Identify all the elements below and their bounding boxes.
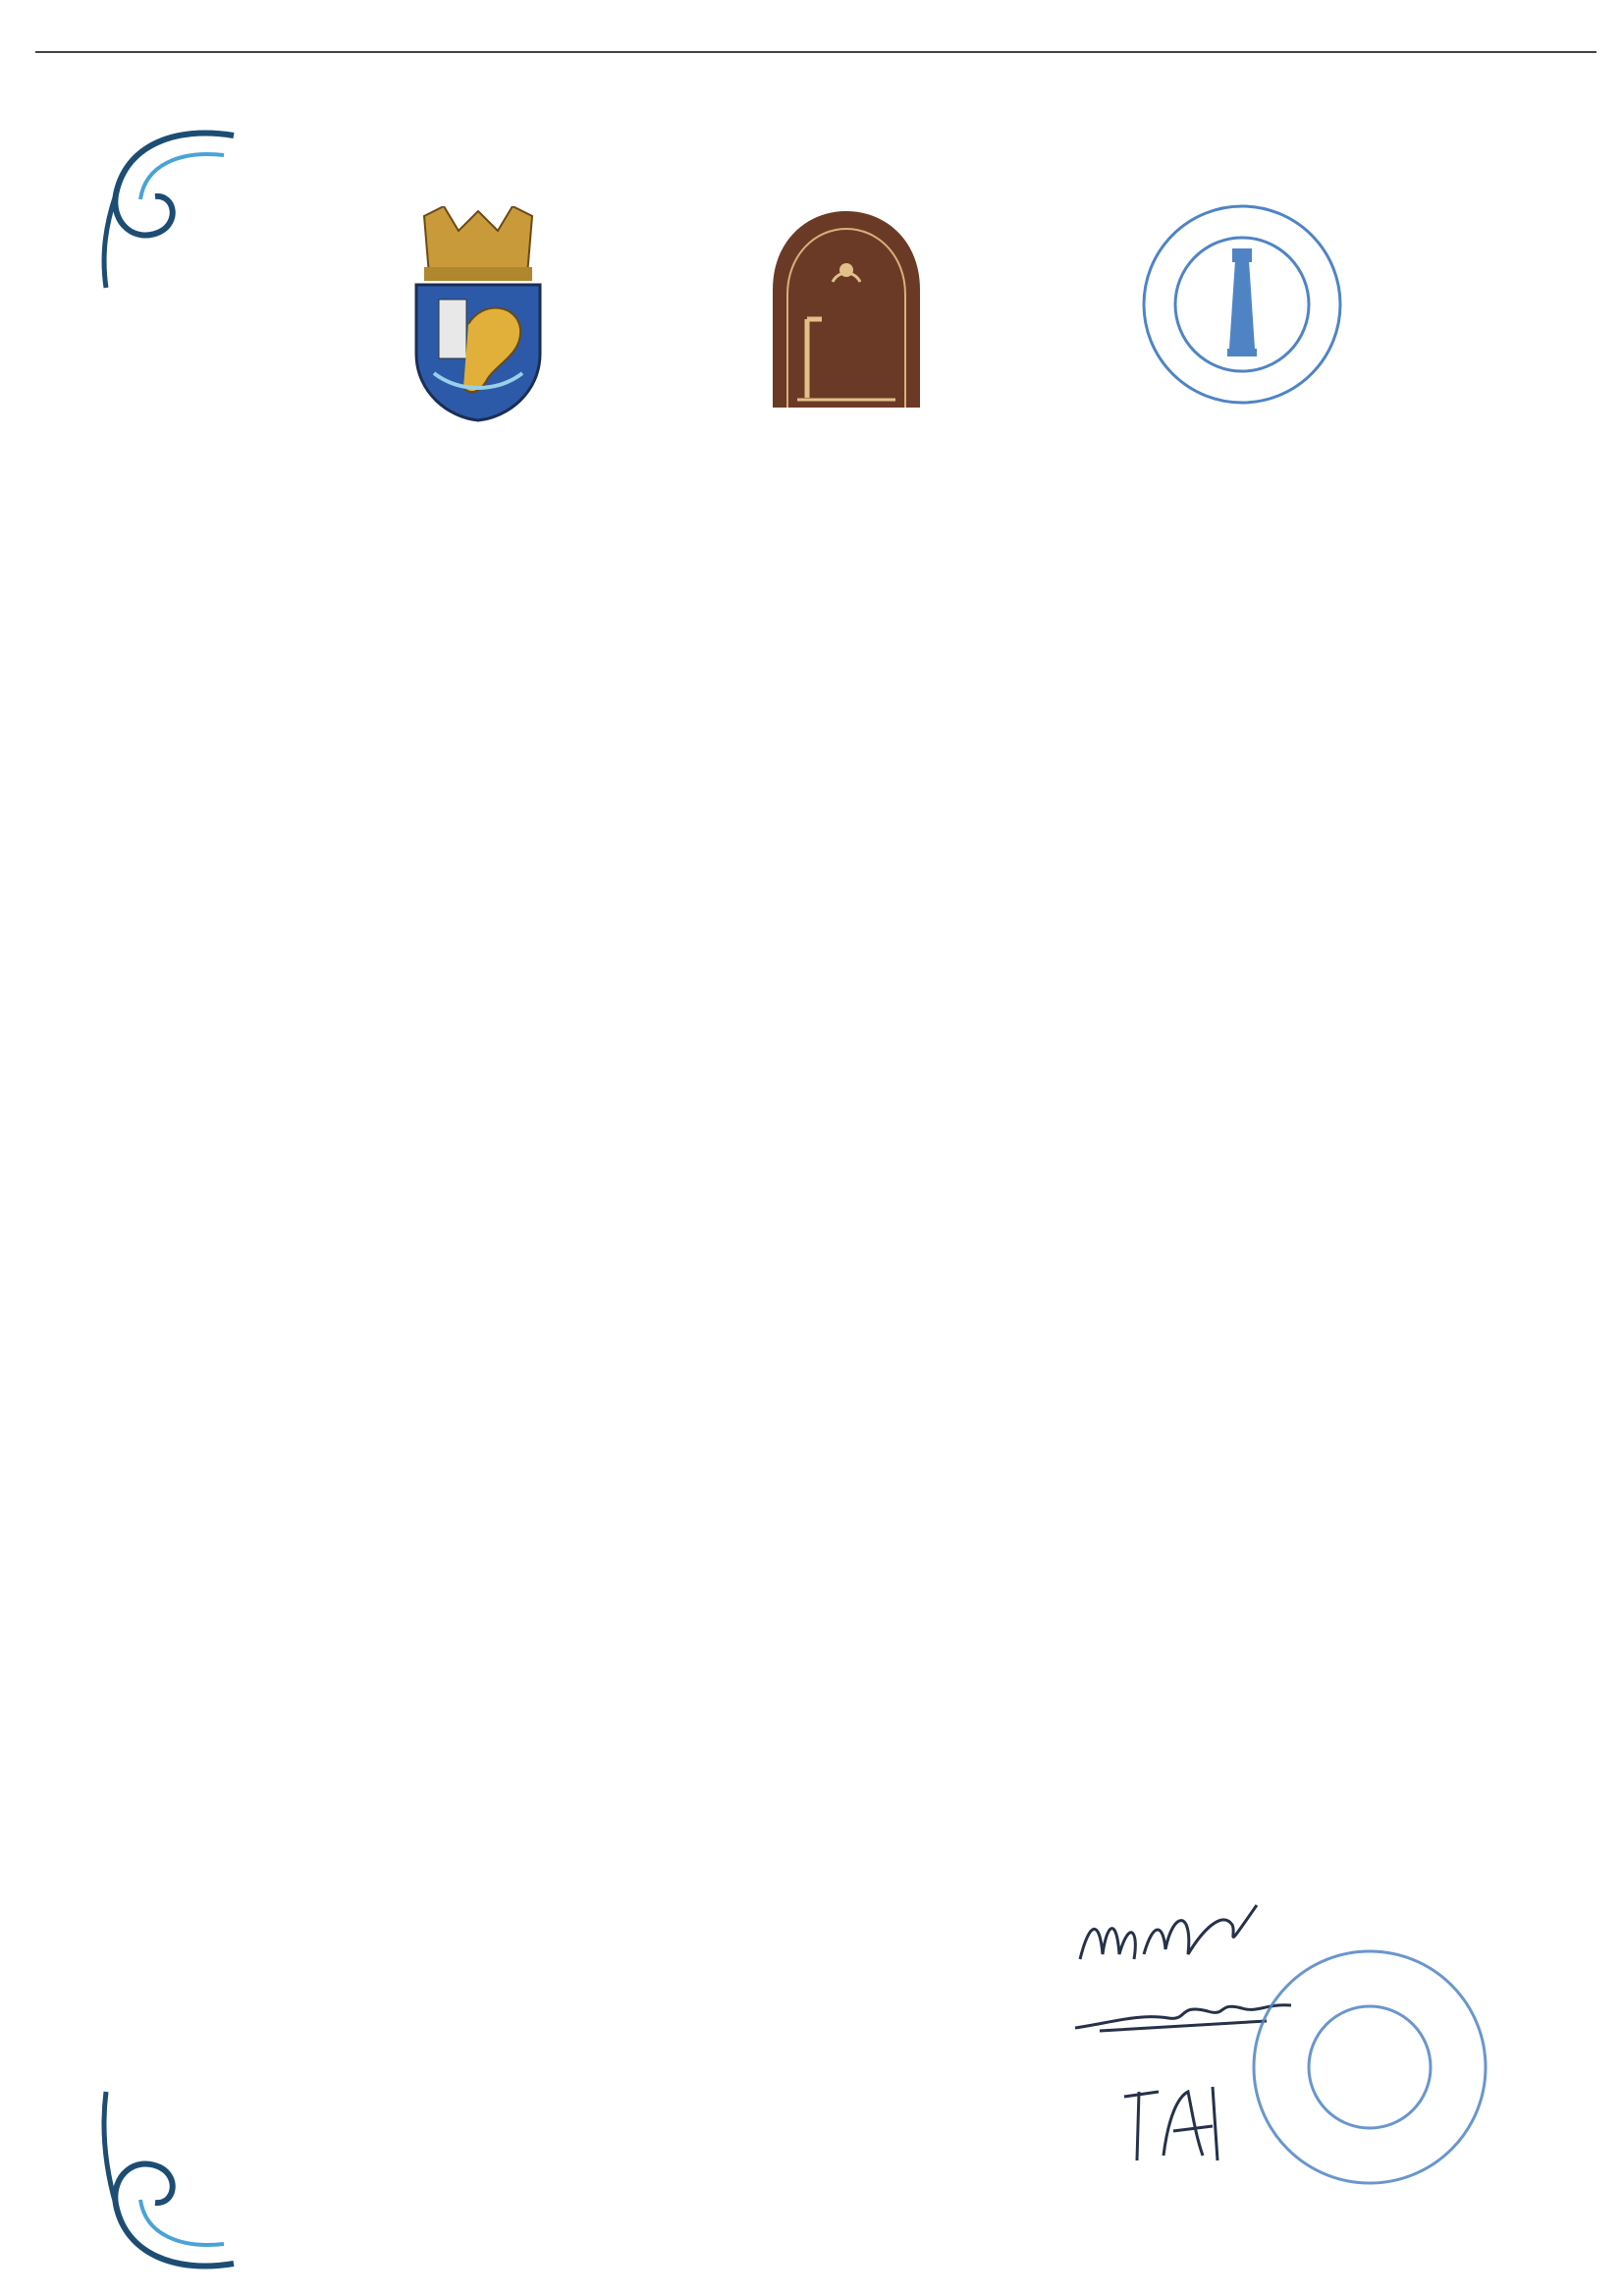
official-stamp	[1247, 1944, 1492, 2190]
signature-3-scribble	[1119, 2077, 1227, 2165]
ornamental-border-right	[1488, 324, 1542, 2141]
pgche-logo-icon	[768, 211, 925, 408]
guilloche-star-background	[373, 1031, 1257, 1719]
burgas-coat-of-arms-icon	[405, 206, 552, 422]
signature-1-scribble	[1075, 1900, 1262, 1979]
scan-top-line	[35, 51, 1596, 53]
far-1946-seal-icon	[1139, 201, 1345, 408]
ornamental-border-bottom	[187, 2217, 1463, 2286]
corner-ornament-top-left	[86, 116, 243, 293]
corner-ornament-bottom-left	[86, 2082, 243, 2278]
ornamental-border-left	[84, 295, 139, 2141]
ornamental-border-top	[187, 116, 1384, 204]
